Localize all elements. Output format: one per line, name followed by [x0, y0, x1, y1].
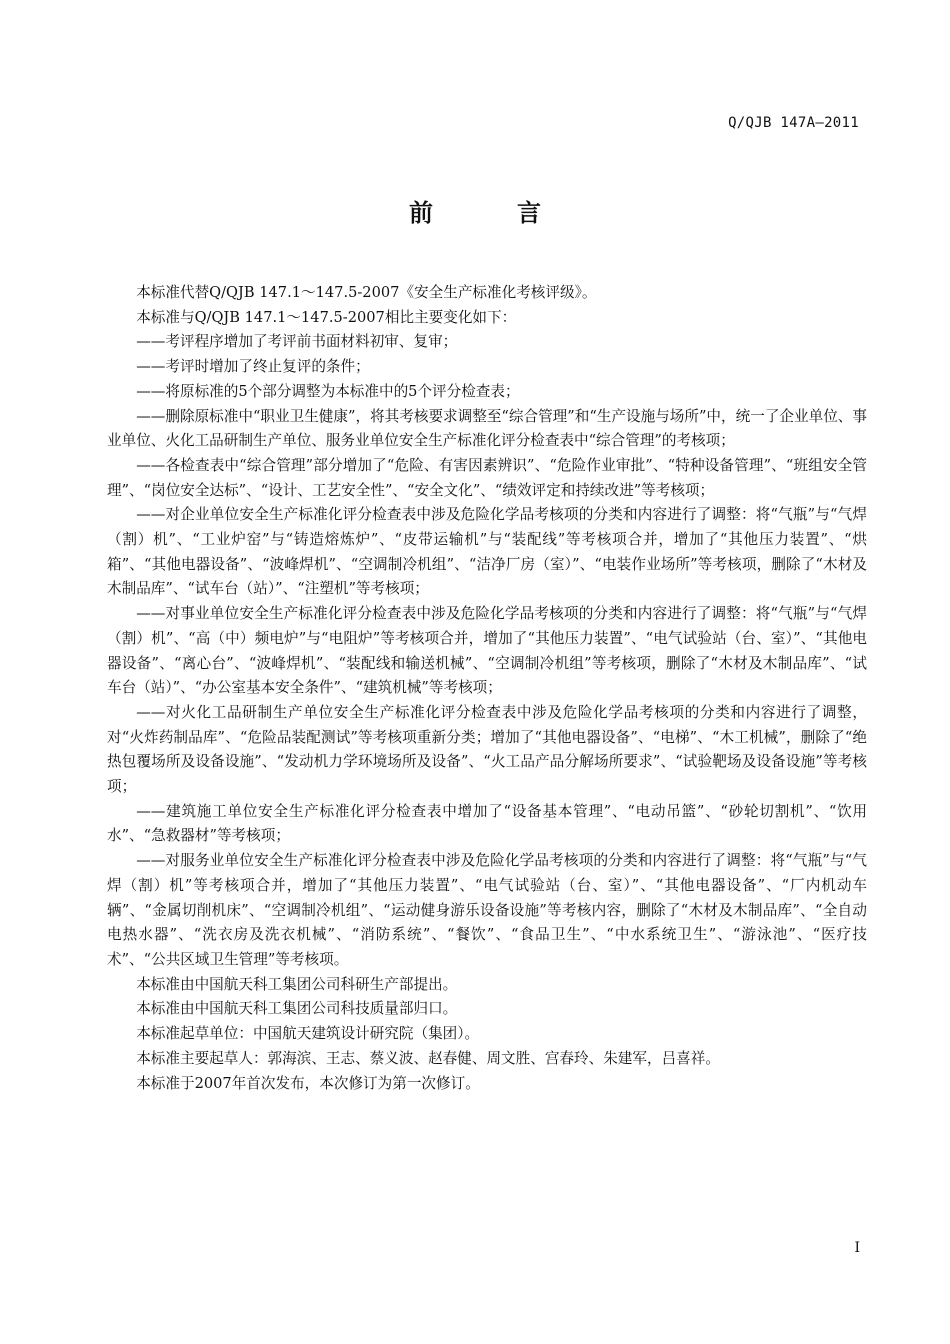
- foreword-body: [107, 281, 867, 1096]
- paragraph: 本标准由中国航天科工集团公司科研生产部提出。: [136, 975, 458, 993]
- paragraph: ——考评时增加了终止复评的条件；: [136, 358, 370, 376]
- paragraph: ——对企业单位安全生产标准化评分检查表中涉及危险化学品考核项的分类和内容进行了调整：将“气瓶”与“气焊（割）机”、“工业炉窑”与“铸造熔炼炉”、“皮带运输机”与“装配线”等考核项合并，增加了“其他压力装置”、“烘箱”、“其他电器设备”、“波峰焊机”、“空调制冷机组”、“洁净厂房（室）”、“电装作业场所”等考核项，删除了“木材及木制品库”、“试车台（站）”、“注塑机”等考核项；: [107, 506, 867, 598]
- paragraph: ——对事业单位安全生产标准化评分检查表中涉及危险化学品考核项的分类和内容进行了调整：将“气瓶”与“气焊（割）机”、“高（中）频电炉”与“电阻炉”等考核项合并，增加了“其他压力装置”、“电气试验站（台、室）”、“其他电器设备”、“离心台”、“波峰焊机”、“装配线和输送机械”、“空调制冷机组”等考核项，删除了“木材及木制品库”、“试车台（站）”、“办公室基本安全条件”、“建筑机械”等考核项；: [107, 605, 867, 697]
- paragraph: ——建筑施工单位安全生产标准化评分检查表中增加了“设备基本管理”、“电动吊篮”、“砂轮切割机”、“饮用水”、“急救器材”等考核项；: [107, 802, 867, 845]
- paragraph: 本标准起草单位：中国航天建筑设计研究院（集团）。: [136, 1025, 480, 1043]
- paragraph: ——将原标准的5个部分调整为本标准中的5个评分检查表；: [136, 382, 520, 400]
- page-title: 前 言: [409, 198, 571, 227]
- standard-code: Q/QJB 147A—2011: [728, 115, 859, 131]
- paragraph: ——考评程序增加了考评前书面材料初审、复审；: [136, 333, 458, 351]
- paragraph: 本标准代替Q/QJB 147.1～147.5-2007《安全生产标准化考核评级》。: [136, 284, 597, 301]
- paragraph: 本标准主要起草人：郭海滨、王志、蔡义波、赵春健、周文胜、宫春玲、朱建军，吕喜祥。: [136, 1049, 720, 1067]
- page-number: I: [854, 1240, 860, 1256]
- paragraph: ——对服务业单位安全生产标准化评分检查表中涉及危险化学品考核项的分类和内容进行了调整：将“气瓶”与“气焊（割）机”等考核项合并，增加了“其他压力装置”、“电气试验站（台、室）”、“其他电器设备”、“厂内机动车辆”、“金属切削机床”、“空调制冷机组”、“运动健身游乐设备设施”等考核内容，删除了“木材及木制品库”、“全自动电热水器”、“洗衣房及洗衣机械”、“消防系统”、“餐饮”、“食品卫生”、“中水系统卫生”、“游泳池”、“医疗技术”、“公共区域卫生管理”等考核项。: [107, 852, 867, 968]
- paragraph: ——删除原标准中“职业卫生健康”，将其考核要求调整至“综合管理”和“生产设施与场所”中，统一了企业单位、事业单位、火化工品研制生产单位、服务业单位安全生产标准化评分检查表中“综合管理”的考核项；: [107, 407, 867, 450]
- paragraph: 本标准与Q/QJB 147.1～147.5-2007相比主要变化如下：: [136, 308, 517, 326]
- paragraph: ——各检查表中“综合管理”部分增加了“危险、有害因素辨识”、“危险作业审批”、“特种设备管理”、“班组安全管理”、“岗位安全达标”、“设计、工艺安全性”、“安全文化”、“绩效评定和持续改进”等考核项；: [107, 456, 867, 499]
- paragraph: ——对火化工品研制生产单位安全生产标准化评分检查表中涉及危险化学品考核项的分类和内容进行了调整，对“火炸药制品库”、“危险品装配测试”等考核项重新分类；增加了“其他电器设备”、“电梯”、“木工机械”，删除了“绝热包覆场所及设备设施”、“发动机力学环境场所及设备”、“火工品产品分解场所要求”、“试验靶场及设备设施”等考核项；: [107, 703, 867, 796]
- paragraph: 本标准由中国航天科工集团公司科技质量部归口。: [136, 1000, 458, 1018]
- paragraph: 本标准于2007年首次发布，本次修订为第一次修订。: [136, 1074, 480, 1092]
